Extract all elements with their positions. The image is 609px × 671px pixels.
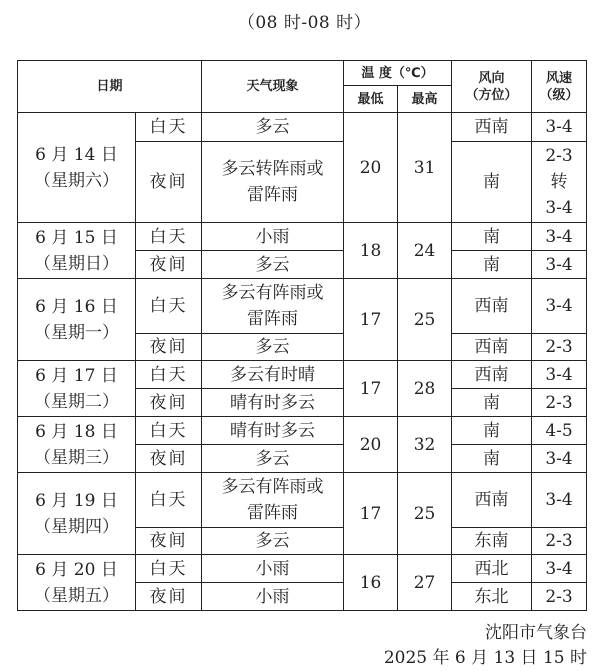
weekday-text: （星期三） <box>34 447 119 468</box>
forecast-table <box>17 60 587 611</box>
wind-direction-day: 西南 <box>452 361 532 389</box>
wind-speed-day: 3-4 <box>532 555 587 583</box>
temp-max: 24 <box>398 223 452 279</box>
temp-min: 17 <box>344 473 398 555</box>
table-row <box>18 361 587 389</box>
period-day: 白天 <box>136 473 202 528</box>
issuing-organization: 沈阳市气象台 <box>485 623 587 643</box>
weather-night: 多云 <box>202 251 344 279</box>
weather-night: 晴有时多云 <box>202 389 344 417</box>
header-wind-direction-unit: （方位） <box>465 87 518 103</box>
wind-speed-night: 3-4 <box>532 445 587 473</box>
date-text: 6 月 20 日 <box>35 559 118 580</box>
temp-max: 31 <box>398 113 452 223</box>
header-wind-speed-unit: （级） <box>539 87 579 103</box>
wind-speed-day: 3-4 <box>532 113 587 142</box>
date-text: 6 月 18 日 <box>35 421 118 442</box>
wind-speed-day: 3-4 <box>532 223 587 251</box>
wind-speed-line: 转 <box>550 172 568 192</box>
wind-direction-day: 西南 <box>452 473 532 528</box>
date-cell <box>18 113 136 223</box>
wind-speed-night: 2-3 <box>532 583 587 611</box>
weekday-text: （星期一） <box>34 322 119 343</box>
wind-direction-day: 西北 <box>452 555 532 583</box>
header-weather: 天气现象 <box>202 61 344 113</box>
period-day: 白天 <box>136 223 202 251</box>
header-temp-max: 最高 <box>398 86 452 113</box>
table-row <box>18 113 587 142</box>
table-row <box>18 473 587 528</box>
wind-direction-night: 西南 <box>452 334 532 361</box>
weather-night: 多云 <box>202 334 344 361</box>
header-row-1 <box>18 61 587 86</box>
wind-speed-night: 2-3 <box>532 334 587 361</box>
period-night: 夜间 <box>136 389 202 417</box>
weather-line: 雷阵雨 <box>247 503 299 523</box>
wind-speed-line: 3-4 <box>545 198 573 218</box>
temp-min: 18 <box>344 223 398 279</box>
temp-min: 20 <box>344 113 398 223</box>
date-cell <box>18 417 136 473</box>
header-wind-direction-label: 风向 <box>478 70 505 86</box>
date-cell <box>18 361 136 417</box>
wind-direction-night: 东北 <box>452 583 532 611</box>
weather-line: 多云转阵雨或 <box>221 159 324 179</box>
temp-max: 25 <box>398 473 452 555</box>
temp-max: 32 <box>398 417 452 473</box>
temp-min: 16 <box>344 555 398 611</box>
header-temp-min: 最低 <box>344 86 398 113</box>
period-day: 白天 <box>136 555 202 583</box>
wind-speed-night: 2-3 <box>532 389 587 417</box>
temp-max: 25 <box>398 279 452 361</box>
wind-speed-night <box>532 142 587 223</box>
weekday-text: （星期五） <box>34 585 119 606</box>
wind-direction-night: 南 <box>452 142 532 223</box>
wind-speed-night: 2-3 <box>532 528 587 555</box>
wind-direction-night: 南 <box>452 389 532 417</box>
date-text: 6 月 14 日 <box>35 144 118 165</box>
date-cell <box>18 279 136 361</box>
table-row <box>18 555 587 583</box>
header-date: 日期 <box>18 61 202 113</box>
wind-speed-day: 3-4 <box>532 473 587 528</box>
period-day: 白天 <box>136 417 202 445</box>
table-row <box>18 417 587 445</box>
wind-speed-day: 3-4 <box>532 361 587 389</box>
temp-min: 17 <box>344 361 398 417</box>
weather-line: 雷阵雨 <box>247 309 299 329</box>
issue-datetime: 2025 年 6 月 13 日 15 时 <box>383 648 587 668</box>
weather-day <box>202 279 344 334</box>
period-night: 夜间 <box>136 445 202 473</box>
weekday-text: （星期日） <box>34 253 119 274</box>
date-text: 6 月 15 日 <box>35 227 118 248</box>
wind-speed-line: 2-3 <box>545 146 573 166</box>
wind-direction-day: 西南 <box>452 279 532 334</box>
wind-direction-night: 东南 <box>452 528 532 555</box>
period-night: 夜间 <box>136 583 202 611</box>
weekday-text: （星期四） <box>34 516 119 537</box>
temp-max: 28 <box>398 361 452 417</box>
wind-direction-night: 南 <box>452 445 532 473</box>
period-night: 夜间 <box>136 142 202 223</box>
temp-max: 27 <box>398 555 452 611</box>
header-temperature: 温 度（℃） <box>344 61 452 86</box>
date-cell <box>18 473 136 555</box>
date-text: 6 月 19 日 <box>35 490 118 511</box>
weather-night: 多云 <box>202 445 344 473</box>
date-cell <box>18 555 136 611</box>
period-night: 夜间 <box>136 528 202 555</box>
weather-day: 多云有时晴 <box>202 361 344 389</box>
header-wind-speed-label: 风速 <box>546 70 573 86</box>
wind-direction-day: 西南 <box>452 113 532 142</box>
weather-day: 小雨 <box>202 223 344 251</box>
weather-day: 晴有时多云 <box>202 417 344 445</box>
weather-night <box>202 142 344 223</box>
period-day: 白天 <box>136 361 202 389</box>
wind-speed-night: 3-4 <box>532 251 587 279</box>
period-night: 夜间 <box>136 334 202 361</box>
wind-speed-day: 3-4 <box>532 279 587 334</box>
wind-direction-day: 南 <box>452 223 532 251</box>
weather-line: 多云有阵雨或 <box>221 283 324 303</box>
weather-night: 多云 <box>202 528 344 555</box>
date-cell <box>18 223 136 279</box>
period-day: 白天 <box>136 279 202 334</box>
table-row <box>18 279 587 334</box>
date-text: 6 月 17 日 <box>35 365 118 386</box>
weather-line: 雷阵雨 <box>247 185 299 205</box>
header-wind-direction <box>452 61 532 113</box>
weather-day: 多云 <box>202 113 344 142</box>
weekday-text: （星期六） <box>34 170 119 191</box>
weather-line: 多云有阵雨或 <box>221 477 324 497</box>
temp-min: 20 <box>344 417 398 473</box>
period-night: 夜间 <box>136 251 202 279</box>
header-wind-speed <box>532 61 587 113</box>
time-range-subtitle: （08 时-08 时） <box>237 13 372 33</box>
weather-day: 小雨 <box>202 555 344 583</box>
temp-min: 17 <box>344 279 398 361</box>
table-row <box>18 223 587 251</box>
weekday-text: （星期二） <box>34 391 119 412</box>
wind-speed-day: 4-5 <box>532 417 587 445</box>
date-text: 6 月 16 日 <box>35 296 118 317</box>
period-day: 白天 <box>136 113 202 142</box>
wind-direction-day: 南 <box>452 417 532 445</box>
wind-direction-night: 南 <box>452 251 532 279</box>
weather-night: 小雨 <box>202 583 344 611</box>
weather-day <box>202 473 344 528</box>
